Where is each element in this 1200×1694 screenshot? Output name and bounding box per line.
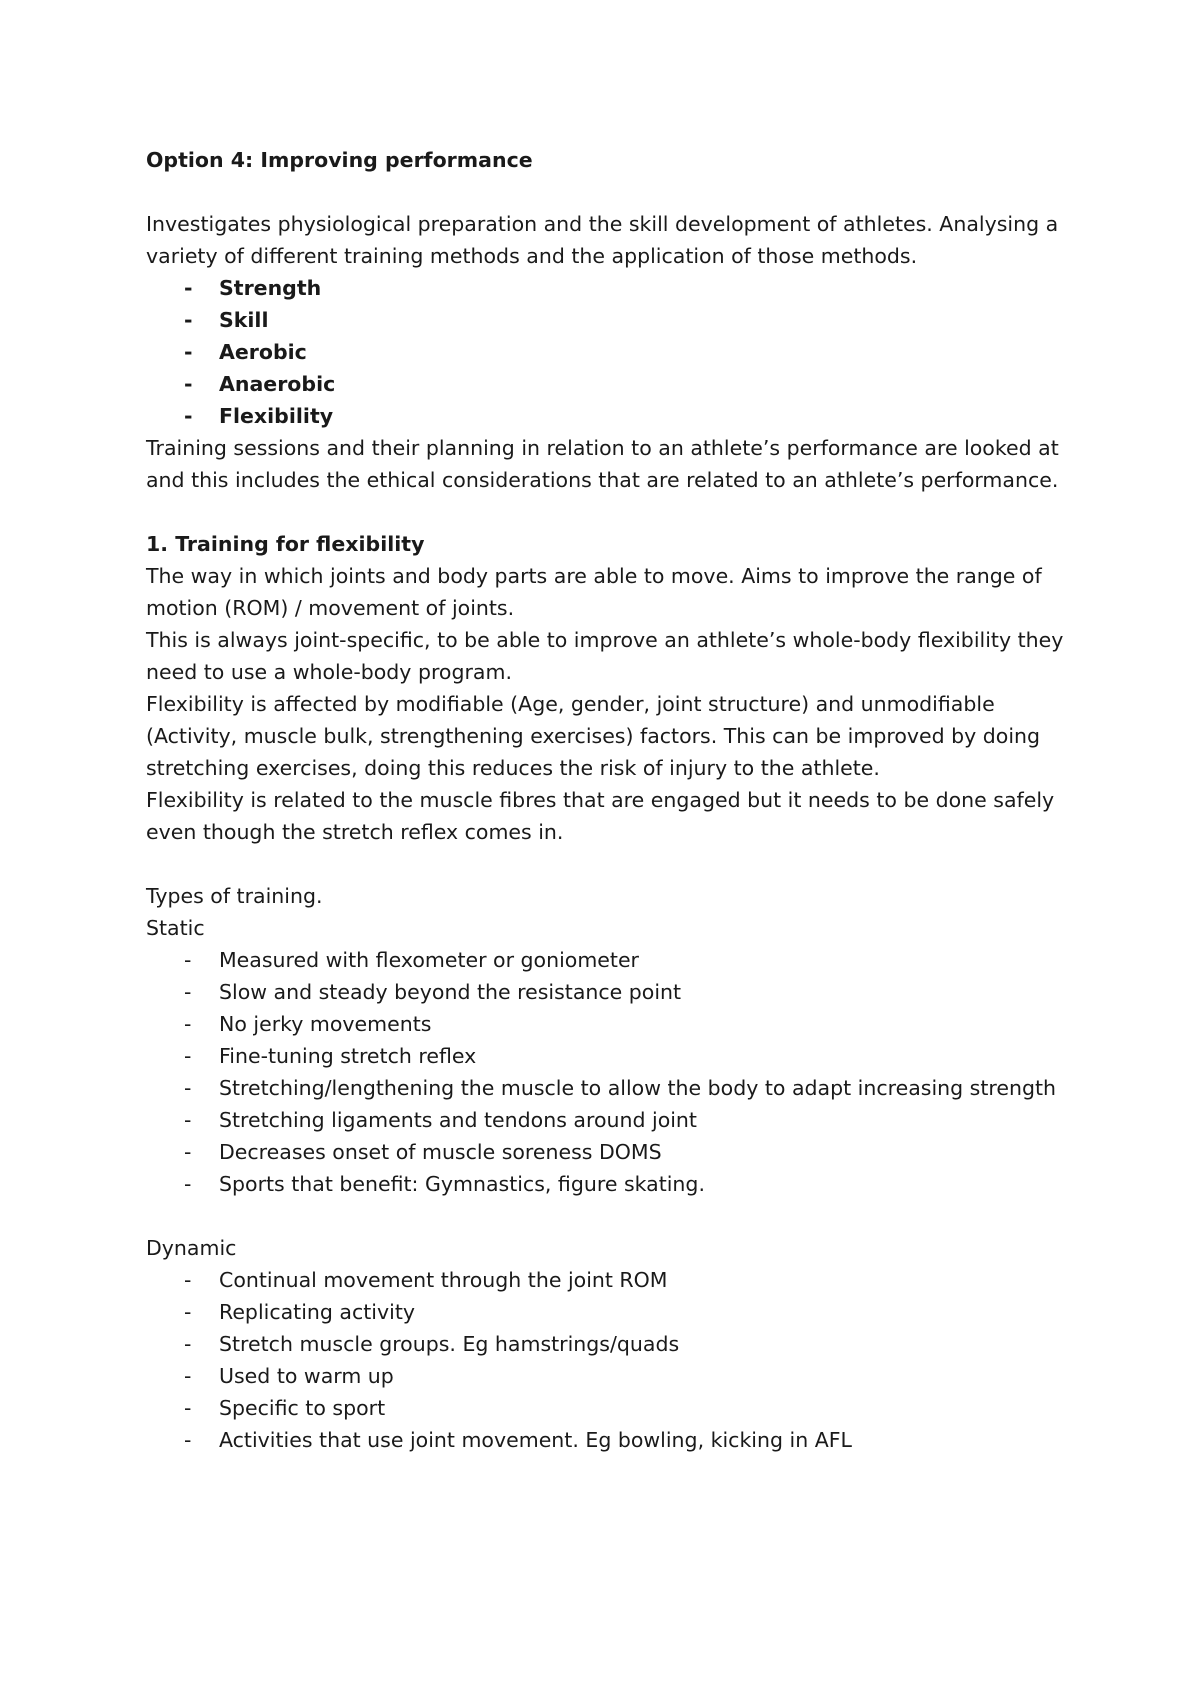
bullet-marker: - — [184, 1428, 192, 1452]
bullet-marker: - — [184, 372, 193, 396]
list-item-text: Replicating activity — [219, 1300, 415, 1324]
types-heading: Types of training. — [146, 884, 323, 908]
section-heading: 1. Training for flexibility — [146, 532, 425, 556]
spacer — [146, 1200, 1076, 1232]
list-item-text: Fine-tuning stretch reflex — [219, 1044, 477, 1068]
section-text-line: stretching exercises, doing this reduces the risk of injury to the athlete. — [146, 756, 880, 780]
list-item-text: Decreases onset of muscle soreness DOMS — [219, 1140, 662, 1164]
static-heading: Static — [146, 916, 205, 940]
bullet-marker: - — [184, 1332, 192, 1356]
list-item-text: Aerobic — [219, 340, 307, 364]
sessions-line-2: and this includes the ethical considerations that are related to an athlete’s performance. — [146, 468, 1059, 492]
list-item — [146, 1008, 1076, 1040]
intro-line-2: variety of different training methods and the application of those methods. — [146, 244, 918, 268]
list-item — [146, 1072, 1076, 1104]
list-item-text: Anaerobic — [219, 372, 336, 396]
list-item — [146, 944, 1076, 976]
list-item-text: Flexibility — [219, 404, 334, 428]
list-item — [146, 976, 1076, 1008]
training-types-list — [146, 272, 1076, 432]
dynamic-list — [146, 1264, 1076, 1456]
list-item-text: Stretch muscle groups. Eg hamstrings/quads — [219, 1332, 680, 1356]
list-item — [146, 1136, 1076, 1168]
list-item — [146, 1424, 1076, 1456]
list-item-text: Continual movement through the joint ROM — [219, 1268, 668, 1292]
list-item-text: Stretching ligaments and tendons around joint — [219, 1108, 697, 1132]
section-text-line: (Activity, muscle bulk, strengthening exercises) factors. This can be improved by doing — [146, 724, 1041, 748]
sessions-line-1: Training sessions and their planning in relation to an athlete’s performance are looked at — [146, 436, 1059, 460]
bullet-marker: - — [184, 980, 192, 1004]
bullet-marker: - — [184, 1012, 192, 1036]
list-item-text: No jerky movements — [219, 1012, 432, 1036]
section-text-line: even though the stretch reflex comes in. — [146, 820, 564, 844]
list-item-text: Specific to sport — [219, 1396, 386, 1420]
bullet-marker: - — [184, 1268, 192, 1292]
list-item — [146, 1328, 1076, 1360]
section-text-line: Flexibility is related to the muscle fibres that are engaged but it needs to be done safely — [146, 788, 1055, 812]
list-item-text: Strength — [219, 276, 322, 300]
list-item — [146, 1392, 1076, 1424]
list-item — [146, 1040, 1076, 1072]
spacer — [146, 496, 1076, 528]
list-item — [146, 400, 1076, 432]
list-item-text: Activities that use joint movement. Eg bowling, kicking in AFL — [219, 1428, 852, 1452]
bullet-marker: - — [184, 404, 193, 428]
spacer — [146, 848, 1076, 880]
bullet-marker: - — [184, 308, 193, 332]
list-item — [146, 1264, 1076, 1296]
list-item-text: Stretching/lengthening the muscle to allow the body to adapt increasing strength — [219, 1076, 1057, 1100]
bullet-marker: - — [184, 340, 193, 364]
list-item — [146, 272, 1076, 304]
section-text-line: need to use a whole-body program. — [146, 660, 512, 684]
bullet-marker: - — [184, 1364, 192, 1388]
section-text-line: The way in which joints and body parts are able to move. Aims to improve the range of — [146, 564, 1042, 588]
bullet-marker: - — [184, 1300, 192, 1324]
list-item — [146, 1104, 1076, 1136]
document-body — [146, 144, 1076, 1456]
document-title: Option 4: Improving performance — [146, 148, 533, 172]
section-text-line: motion (ROM) / movement of joints. — [146, 596, 515, 620]
bullet-marker: - — [184, 1172, 192, 1196]
bullet-marker: - — [184, 948, 192, 972]
bullet-marker: - — [184, 1076, 192, 1100]
list-item — [146, 1168, 1076, 1200]
bullet-marker: - — [184, 1140, 192, 1164]
bullet-marker: - — [184, 1044, 192, 1068]
list-item — [146, 1360, 1076, 1392]
list-item — [146, 368, 1076, 400]
list-item — [146, 1296, 1076, 1328]
dynamic-heading: Dynamic — [146, 1236, 237, 1260]
list-item — [146, 304, 1076, 336]
bullet-marker: - — [184, 1396, 192, 1420]
list-item-text: Skill — [219, 308, 269, 332]
list-item-text: Slow and steady beyond the resistance point — [219, 980, 682, 1004]
bullet-marker: - — [184, 276, 193, 300]
list-item-text: Sports that benefit: Gymnastics, figure skating. — [219, 1172, 705, 1196]
list-item-text: Measured with flexometer or goniometer — [219, 948, 639, 972]
bullet-marker: - — [184, 1108, 192, 1132]
intro-line-1: Investigates physiological preparation and the skill development of athletes. Analysing a — [146, 212, 1059, 236]
static-list — [146, 944, 1076, 1200]
section-text-line: Flexibility is affected by modifiable (Age, gender, joint structure) and unmodifiable — [146, 692, 995, 716]
spacer — [146, 176, 1076, 208]
list-item — [146, 336, 1076, 368]
section-text-line: This is always joint-specific, to be able to improve an athlete’s whole-body flexibility they — [146, 628, 1064, 652]
list-item-text: Used to warm up — [219, 1364, 394, 1388]
